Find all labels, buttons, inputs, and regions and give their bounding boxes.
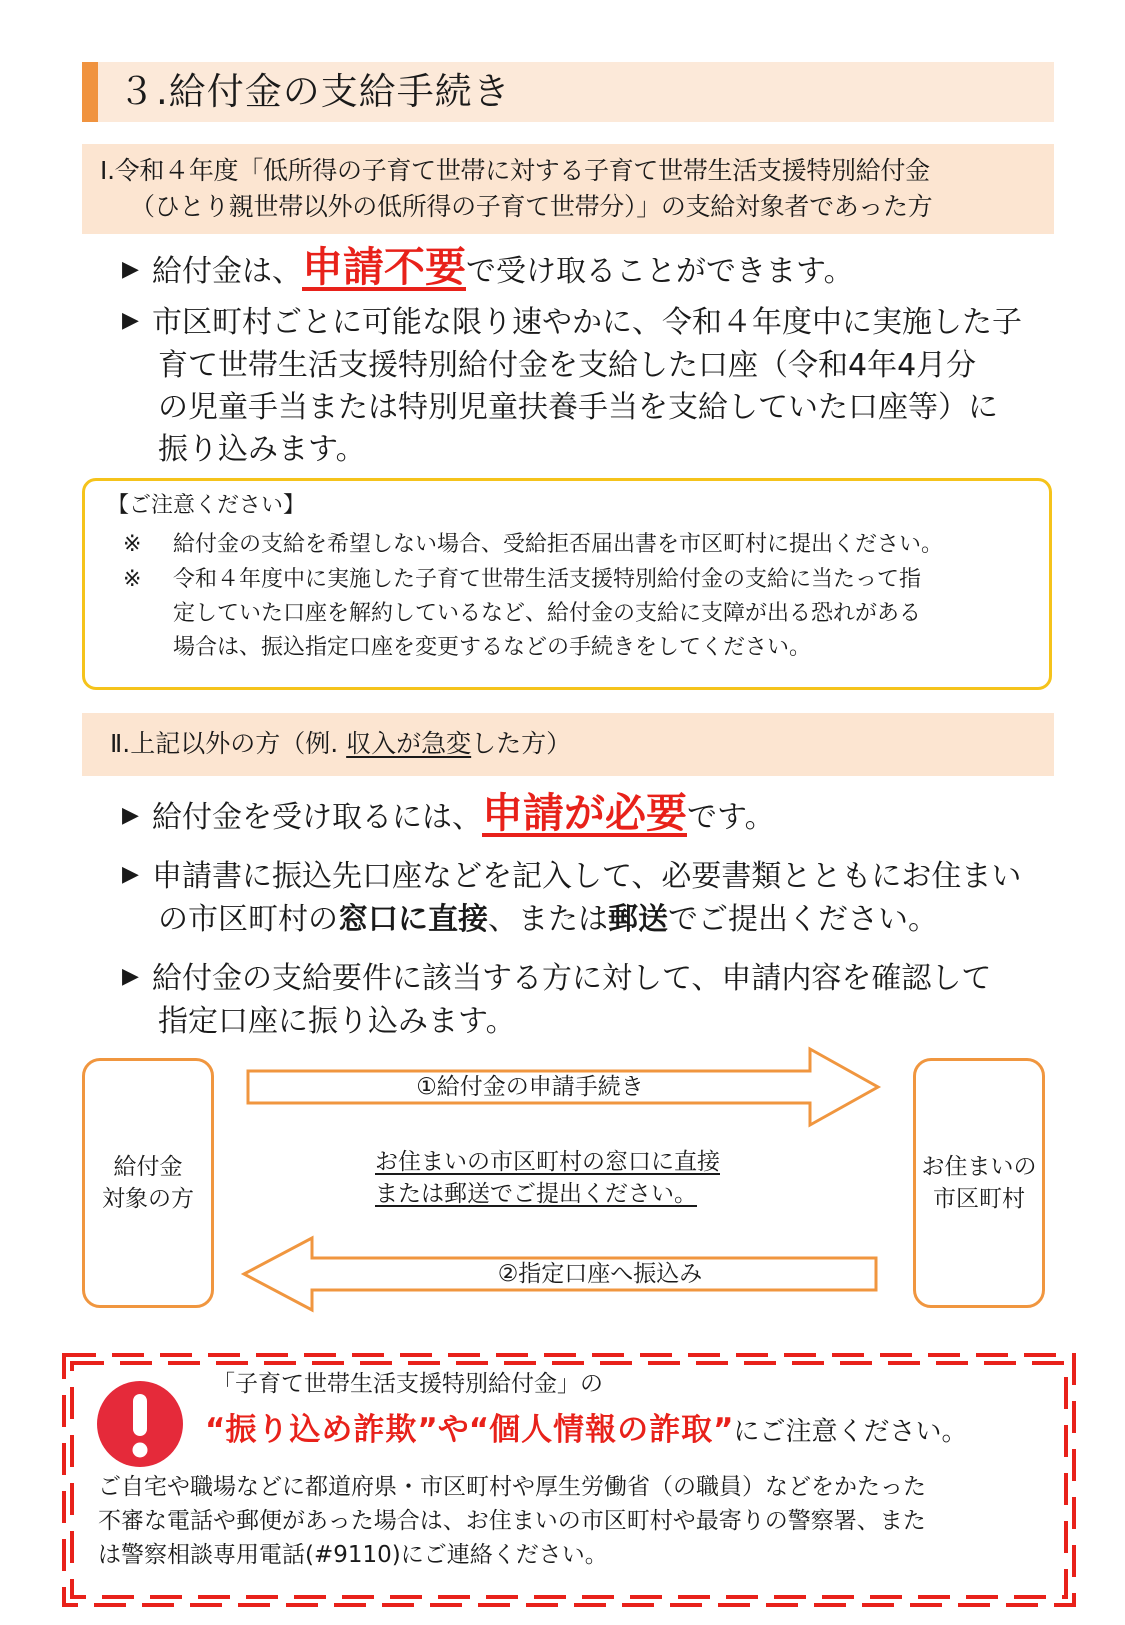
asterisk-mark-icon: ※ bbox=[123, 532, 142, 557]
flow-municipality-box: お住まいの 市区町村 bbox=[913, 1058, 1045, 1308]
notice-box: 【ご注意ください】 ※ 給付金の支給を希望しない場合、受給拒否届出書を市区町村に提出ください。 ※ 令和４年度中に実施した子育て世帯生活支援特別給付金の支給に当たって指 定していた口座を解約しているなど、給付金の支給に支障が出る恐れがある 場合は、振込指定口座を変更するなどの手続きをしてください。 bbox=[82, 478, 1052, 690]
bullet-triangle-icon: ▶ bbox=[122, 307, 139, 333]
fraud-warning-text: 振り込め詐欺 bbox=[225, 1412, 418, 1448]
part2-bullet-2: ▶ 申請書に振込先口座などを記入して、必要書類とともにお住まい の市区町村の窓口に直接、または郵送でご提出ください。 bbox=[122, 856, 1021, 941]
arrow-apply-label: ①給付金の申請手続き bbox=[416, 1074, 644, 1100]
bullet-triangle-icon: ▶ bbox=[122, 963, 139, 989]
flow-middle-note: お住まいの市区町村の窓口に直接 または郵送でご提出ください。 bbox=[375, 1149, 720, 1207]
data-theft-warning-text: 個人情報の詐取 bbox=[489, 1412, 714, 1448]
arrow-transfer-label: ②指定口座へ振込み bbox=[497, 1261, 703, 1287]
sudden-income-change-text: 収入が急変 bbox=[346, 729, 472, 758]
section-header-accent-bar bbox=[82, 62, 98, 122]
part2-heading: Ⅱ.上記以外の方（例. 収入が急変した方） bbox=[82, 713, 1054, 776]
part1-heading-line1: Ⅰ.令和４年度「低所得の子育て世帯に対する子育て世帯生活支援特別給付金 bbox=[100, 156, 930, 185]
part1-bullet-1: ▶ 給付金は、申請不要で受け取ることができます。 bbox=[122, 243, 854, 291]
exclamation-icon bbox=[95, 1379, 185, 1469]
application-required: 申請が必要 bbox=[482, 789, 687, 837]
bullet-triangle-icon: ▶ bbox=[122, 861, 139, 887]
part1-heading-line2: （ひとり親世帯以外の低所得の子育て世帯分）」の支給対象者であった方 bbox=[130, 192, 933, 221]
section-title: ３.給付金の支給手続き bbox=[118, 70, 511, 113]
warning-headline: “振り込め詐欺”や“個人情報の詐取”にご注意ください。 bbox=[205, 1412, 968, 1448]
notice-title: 【ご注意ください】 bbox=[107, 493, 306, 518]
section-header bbox=[82, 62, 1054, 122]
part2-bullet-3: ▶ 給付金の支給要件に該当する方に対して、申請内容を確認して 指定口座に振り込みます。 bbox=[122, 958, 991, 1043]
warning-body: ご自宅や職場などに都道府県・市区町村や厚生労働省（の職員）などをかたった 不審な電話や郵便があった場合は、お住まいの市区町村や最寄りの警察署、また は警察相談専用電話(#9110)にご連絡ください。 bbox=[98, 1474, 926, 1568]
bullet-triangle-icon: ▶ bbox=[122, 256, 139, 282]
part2-bullet-1: ▶ 給付金を受け取るには、申請が必要です。 bbox=[122, 789, 775, 837]
flow-recipient-box: 給付金 対象の方 bbox=[82, 1058, 214, 1308]
no-application-needed: 申請不要 bbox=[302, 243, 466, 291]
asterisk-mark-icon: ※ bbox=[123, 567, 142, 592]
bullet-triangle-icon: ▶ bbox=[122, 802, 139, 828]
part1-heading bbox=[82, 144, 1054, 234]
warning-intro: 「子育て世帯生活支援特別給付金」の bbox=[212, 1371, 603, 1397]
part1-bullet-2: ▶ 市区町村ごとに可能な限り速やかに、令和４年度中に実施した子 育て世帯生活支援特別給付金を支給した口座（令和4年4月分 の児童手当または特別児童扶養手当を支給していた口座等）に 振り込みます。 bbox=[122, 302, 1022, 471]
